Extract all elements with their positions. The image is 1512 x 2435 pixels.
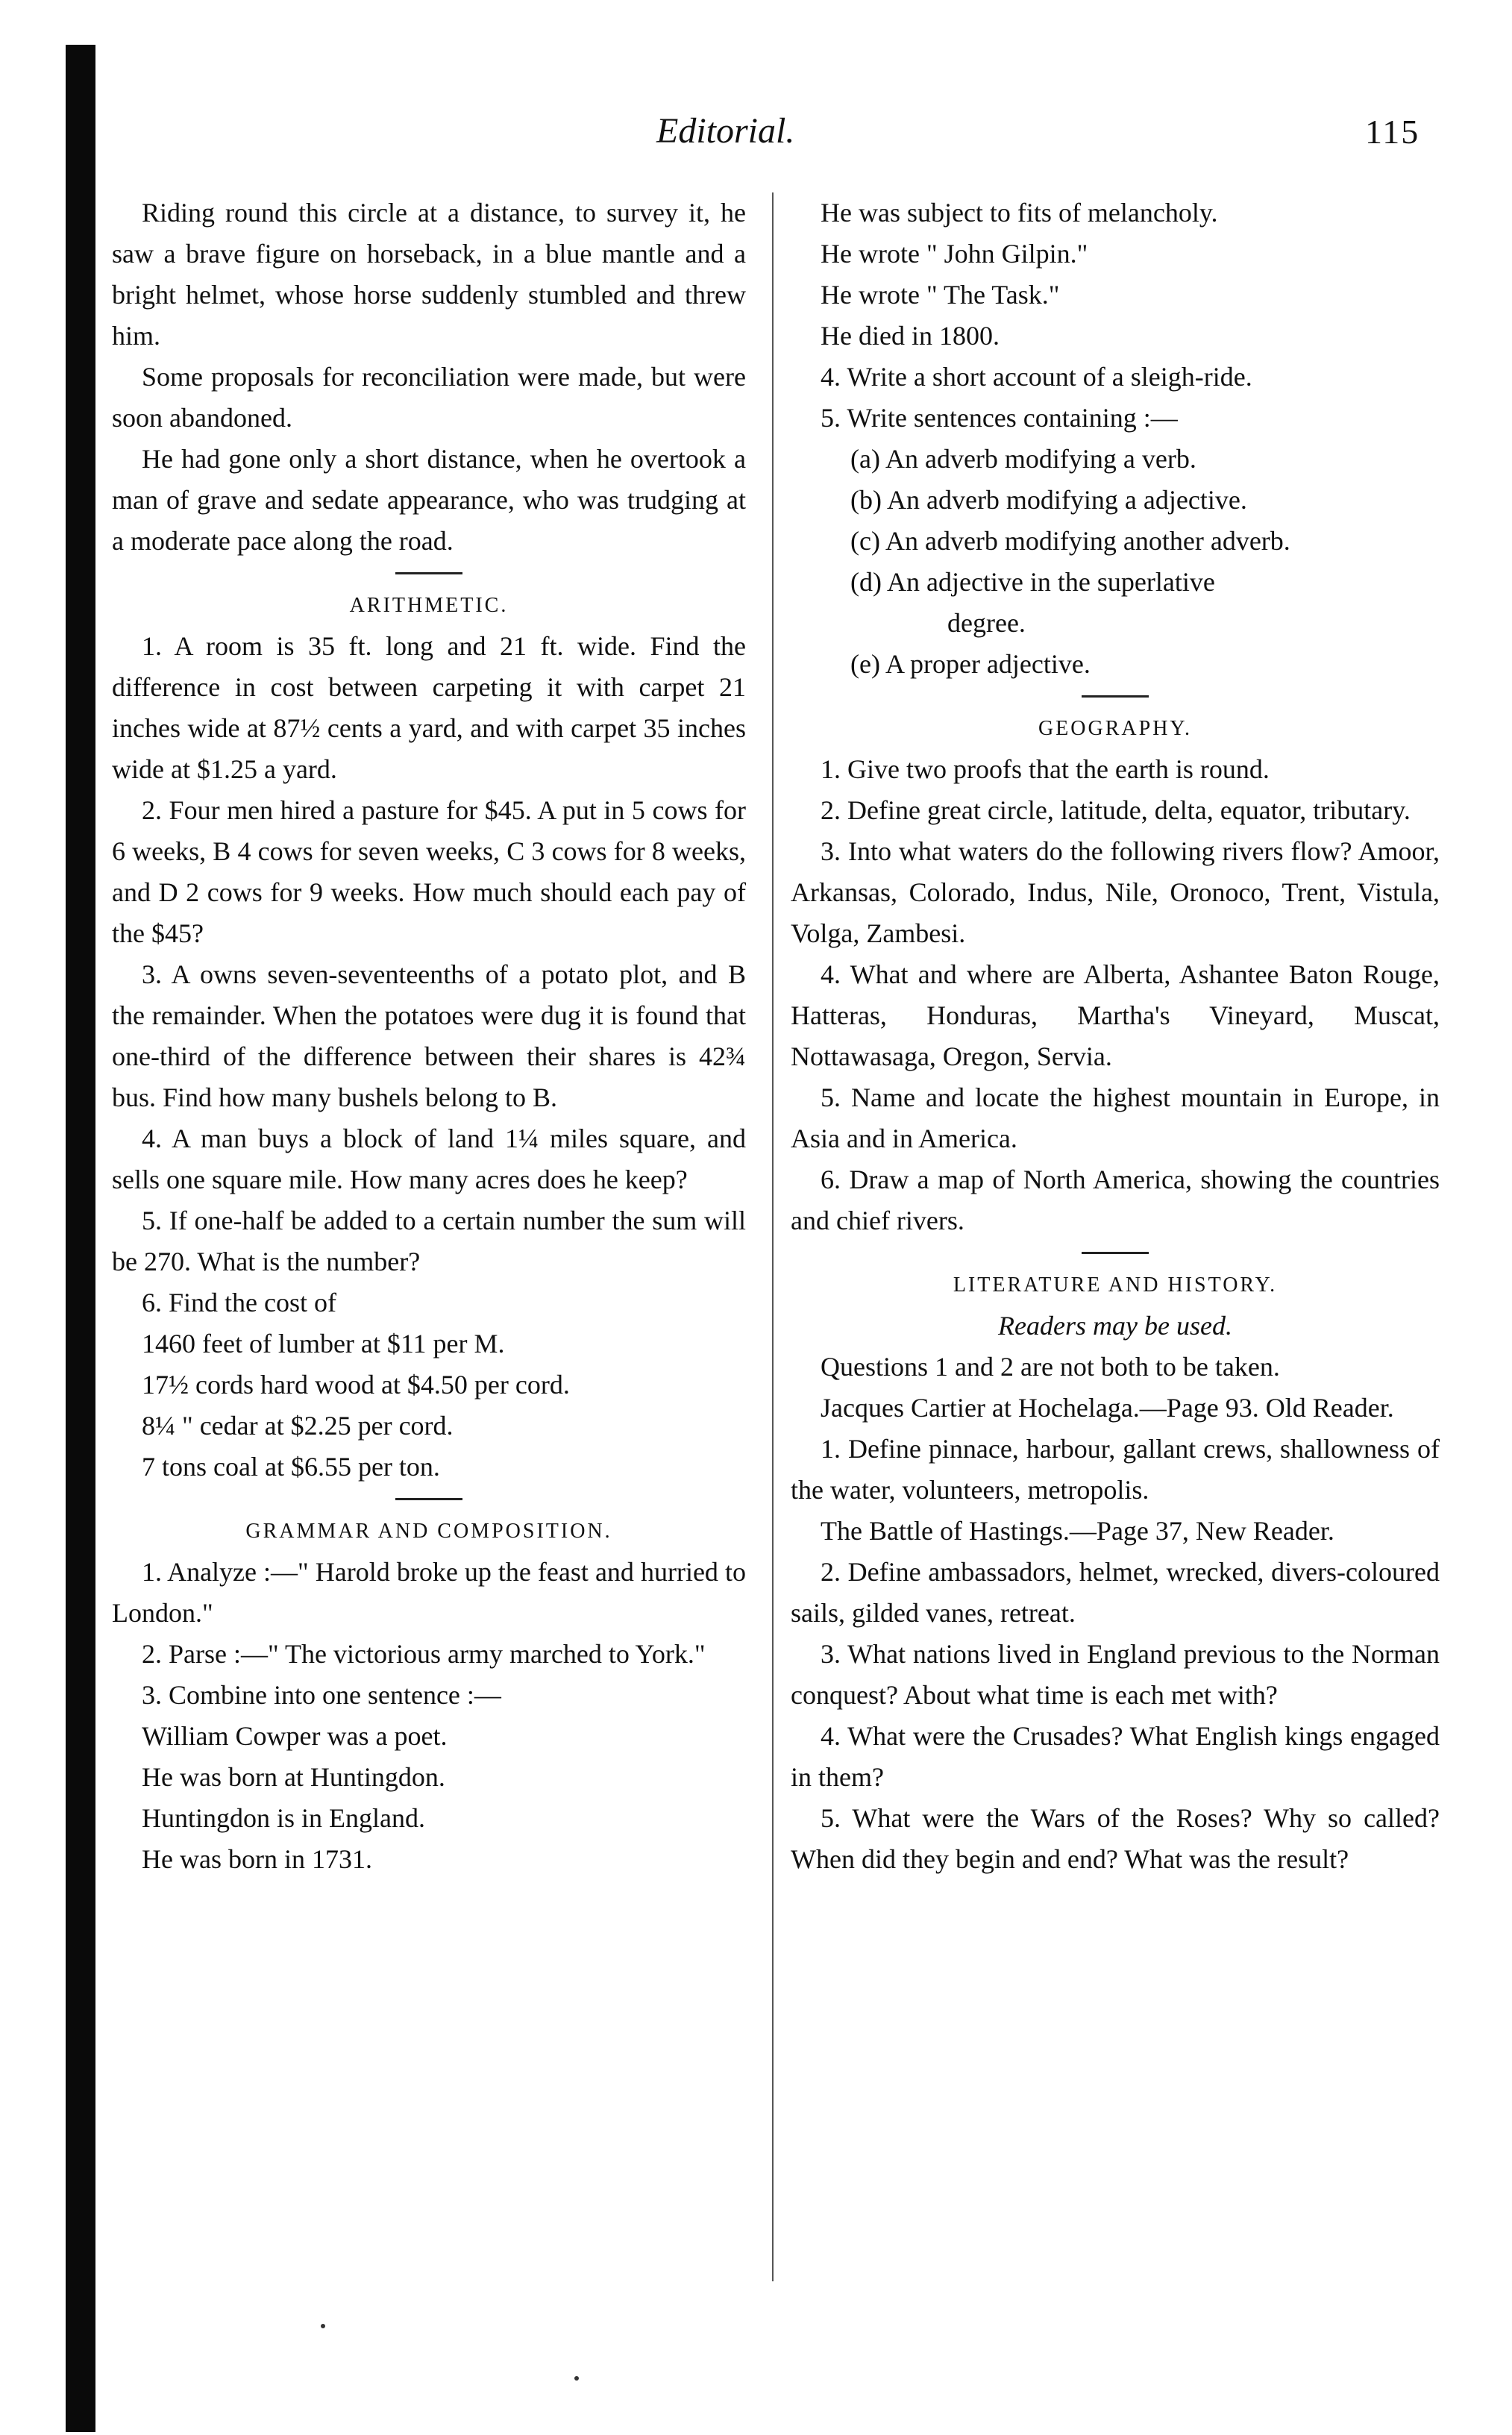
sub-item: (e) A proper adjective. [850,649,1091,679]
cost-line: 7 tons coal at $6.55 per ton. [142,1452,440,1482]
section-rule [395,572,462,574]
sentence-line: William Cowper was a poet. [142,1721,448,1751]
page-header [0,104,1512,172]
sentence-line: He was subject to fits of melancholy. [821,198,1218,228]
sentence-line: He was born at Huntingdon. [142,1762,445,1792]
cost-line: 1460 feet of lumber at $11 per M. [142,1329,505,1358]
sub-item: (b) An adverb modifying a adjective. [850,485,1247,515]
sentence-line: He wrote " The Task." [821,280,1060,310]
question: 5. Write sentences containing :— [821,403,1178,433]
question: 5. What were the Wars of the Roses? Why so called? When did they begin and end? What was the result? [791,1803,1440,1874]
sentence-line: Huntingdon is in England. [142,1803,425,1833]
sentence-line: He wrote " John Gilpin." [821,239,1088,269]
section-rule [395,1498,462,1500]
left-column [112,192,746,1880]
question: 5. Name and locate the highest mountain in Europe, in Asia and in America. [791,1082,1440,1153]
paragraph: Riding round this circle at a distance, to survey it, he saw a brave figure on horseback, in a blue mantle and a bright helmet, whose horse suddenly stumbled and threw him. [112,198,746,351]
right-column [791,192,1440,1880]
question: 6. Find the cost of [142,1288,336,1317]
sentence-line: He was born in 1731. [142,1844,372,1874]
section-heading-geography: GEOGRAPHY. [1038,717,1193,740]
speck [574,2376,579,2381]
speck [321,2324,325,2328]
column-divider [772,192,774,2281]
reading-reference: Jacques Cartier at Hochelaga.—Page 93. Old Reader. [821,1393,1394,1423]
question: 2. Four men hired a pasture for $45. A put in 5 cows for 6 weeks, B 4 cows for seven weeks, C 3 cows for 8 weeks, and D 2 cows for 9 weeks. How much should each pay of the $45? [112,795,746,948]
sub-item: degree. [947,608,1026,638]
section-heading-grammar: GRAMMAR AND COMPOSITION. [245,1520,612,1543]
sub-item: (c) An adverb modifying another adverb. [850,526,1290,556]
question: 5. If one-half be added to a certain number the sum will be 270. What is the number? [112,1206,746,1276]
paragraph: He had gone only a short distance, when he overtook a man of grave and sedate appearance, who was trudging at a moderate pace along the road. [112,444,746,556]
reading-reference: The Battle of Hastings.—Page 37, New Reader. [821,1516,1334,1546]
question: 3. Combine into one sentence :— [142,1680,501,1710]
question: 2. Parse :—" The victorious army marched to York." [142,1639,706,1669]
question: 3. Into what waters do the following rivers flow? Amoor, Arkansas, Colorado, Indus, Nile, Oronoco, Trent, Vistula, Volga, Zambesi. [791,836,1440,948]
section-heading-arithmetic: ARITHMETIC. [349,594,509,617]
question: 3. What nations lived in England previous to the Norman conquest? About what time is each met with? [791,1639,1440,1710]
question: 4. Write a short account of a sleigh-ride. [821,362,1252,392]
cost-line: 8¼ " cedar at $2.25 per cord. [142,1411,454,1441]
question: 4. A man buys a block of land 1¼ miles square, and sells one square mile. How many acres does he keep? [112,1124,746,1194]
note: Questions 1 and 2 are not both to be taken. [821,1352,1280,1382]
running-title: Editorial. [656,111,795,151]
section-rule [1082,1252,1149,1254]
question: 2. Define ambassadors, helmet, wrecked, divers-coloured sails, gilded vanes, retreat. [791,1557,1440,1628]
section-rule [1082,695,1149,698]
question: 3. A owns seven-seventeenths of a potato plot, and B the remainder. When the potatoes were dug it is found that one-third of the difference between their shares is 42¾ bus. Find how many bushels belong to B. [112,959,746,1112]
section-subheading: Readers may be used. [998,1311,1232,1341]
binding-edge [66,45,95,2432]
question: 1. A room is 35 ft. long and 21 ft. wide. Find the difference in cost between carpeting it with carpet 21 inches wide at 87½ cents a yard, and with carpet 35 inches wide at $1.25 a yard. [112,631,746,784]
sub-item: (a) An adverb modifying a verb. [850,444,1196,474]
cost-line: 17½ cords hard wood at $4.50 per cord. [142,1370,570,1400]
sub-item: (d) An adjective in the superlative [850,567,1215,597]
question: 1. Analyze :—" Harold broke up the feast and hurried to London." [112,1557,746,1628]
question: 4. What and where are Alberta, Ashantee Baton Rouge, Hatteras, Honduras, Martha's Vineyard, Muscat, Nottawasaga, Oregon, Servia. [791,959,1440,1071]
question: 6. Draw a map of North America, showing the countries and chief rivers. [791,1165,1440,1235]
question: 4. What were the Crusades? What English kings engaged in them? [791,1721,1440,1792]
section-heading-literature: LITERATURE AND HISTORY. [953,1273,1278,1297]
paragraph: Some proposals for reconciliation were made, but were soon abandoned. [112,362,746,433]
question: 1. Give two proofs that the earth is round. [821,754,1270,784]
question: 2. Define great circle, latitude, delta, equator, tributary. [821,795,1411,825]
page-number: 115 [1365,113,1420,151]
sentence-line: He died in 1800. [821,321,1000,351]
question: 1. Define pinnace, harbour, gallant crews, shallowness of the water, volunteers, metropolis. [791,1434,1440,1505]
